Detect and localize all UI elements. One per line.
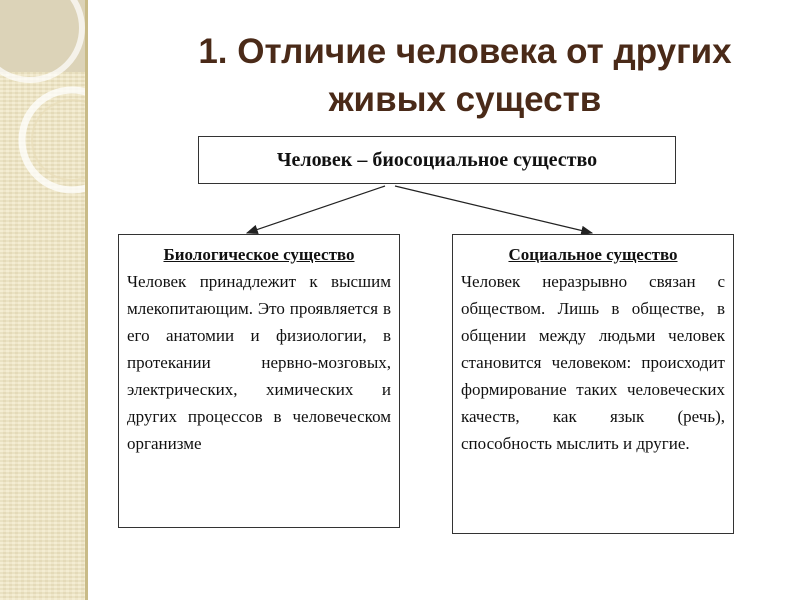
social-being-heading: Социальное существо xyxy=(508,245,678,264)
arrow-to-social xyxy=(395,186,592,233)
social-being-text: Человек неразрывно связан с обществом. Лишь в обществе, в общении между людьми человек становится человеком: происходит формирование таких человеческих качеств, как язык (речь), способность мыслить и другие. xyxy=(461,272,725,453)
root-concept-label: Человек – биосоциальное существо xyxy=(276,148,598,171)
biological-being-box xyxy=(118,234,400,528)
biological-being-heading: Биологическое существо xyxy=(163,245,355,264)
biological-being-text: Человек принадлежит к высшим млекопитающим. Это проявляется в его анатомии и физиологии, в протекании нервно-мозговых, электрических, химических и других процессов в человеческом организме xyxy=(127,272,391,453)
slide-title: 1. Отличие человека от других живых существ xyxy=(198,32,732,119)
arrow-to-biological xyxy=(247,186,385,233)
social-being-box xyxy=(452,234,734,534)
